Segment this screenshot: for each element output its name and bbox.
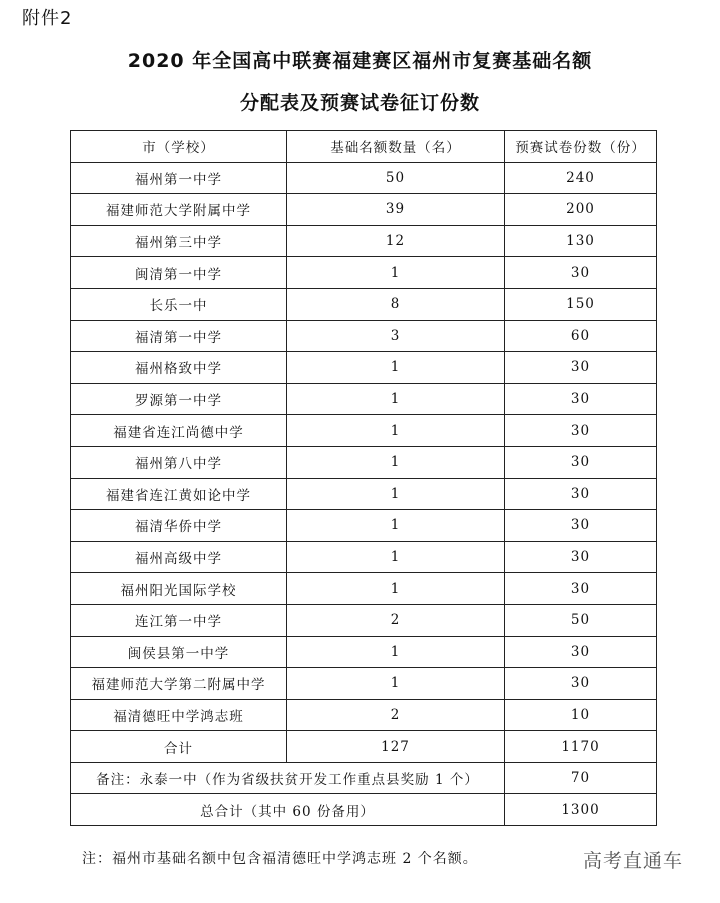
quota-cell: 1: [287, 573, 505, 605]
quota-table: [70, 130, 657, 826]
school-cell: 闽清第一中学: [71, 257, 287, 289]
papers-cell: 30: [505, 636, 657, 668]
papers-cell: 30: [505, 541, 657, 573]
quota-cell: 1: [287, 478, 505, 510]
table-row: [71, 573, 657, 605]
school-cell: 福州第八中学: [71, 446, 287, 478]
table-row: [71, 383, 657, 415]
watermark-brand: 高考直通车: [583, 850, 684, 872]
table-row: [71, 257, 657, 289]
school-cell: 罗源第一中学: [71, 383, 287, 415]
grand-total-row: [71, 794, 657, 826]
table-row: [71, 478, 657, 510]
table-row: [71, 288, 657, 320]
table-row: [71, 320, 657, 352]
school-cell: 福建省连江黄如论中学: [71, 478, 287, 510]
table-row: [71, 541, 657, 573]
table-row: [71, 636, 657, 668]
school-cell: 福州第三中学: [71, 225, 287, 257]
header-quota: 基础名额数量（名）: [287, 131, 505, 163]
quota-cell: 12: [287, 225, 505, 257]
quota-cell: 1: [287, 446, 505, 478]
footnote: 注：福州市基础名额中包含福清德旺中学鸿志班 2 个名额。: [82, 851, 478, 867]
document-title-line-2: 分配表及预赛试卷征订份数: [239, 92, 480, 114]
school-cell: 福清华侨中学: [71, 510, 287, 542]
papers-cell: 60: [505, 320, 657, 352]
papers-cell: 30: [505, 573, 657, 605]
grand-total-papers: 1300: [505, 794, 657, 826]
quota-cell: 1: [287, 257, 505, 289]
attachment-label: 附件2: [22, 8, 73, 29]
papers-cell: 10: [505, 699, 657, 731]
quota-cell: 1: [287, 352, 505, 384]
table-row: [71, 194, 657, 226]
subtotal-papers: 1170: [505, 731, 657, 763]
quota-cell: 2: [287, 604, 505, 636]
table-row: [71, 510, 657, 542]
subtotal-label: 合计: [71, 731, 287, 763]
quota-cell: 50: [287, 162, 505, 194]
grand-total-label: 总合计（其中 60 份备用）: [71, 794, 505, 826]
papers-cell: 30: [505, 352, 657, 384]
papers-cell: 50: [505, 604, 657, 636]
subtotal-quota: 127: [287, 731, 505, 763]
papers-cell: 30: [505, 510, 657, 542]
remark-text: 备注：永泰一中（作为省级扶贫开发工作重点县奖励 1 个）: [71, 762, 505, 794]
document-title-line-1: 2020 年全国高中联赛福建赛区福州市复赛基础名额: [127, 50, 593, 72]
subtotal-row: [71, 731, 657, 763]
quota-cell: 1: [287, 541, 505, 573]
school-cell: 福清第一中学: [71, 320, 287, 352]
school-cell: 福州高级中学: [71, 541, 287, 573]
school-cell: 福建省连江尚德中学: [71, 415, 287, 447]
papers-cell: 30: [505, 668, 657, 700]
quota-cell: 1: [287, 383, 505, 415]
header-papers: 预赛试卷份数（份）: [505, 131, 657, 163]
papers-cell: 30: [505, 478, 657, 510]
table-row: [71, 604, 657, 636]
header-school: 市（学校）: [71, 131, 287, 163]
table-row: [71, 668, 657, 700]
quota-cell: 1: [287, 415, 505, 447]
school-cell: 福清德旺中学鸿志班: [71, 699, 287, 731]
quota-cell: 39: [287, 194, 505, 226]
school-cell: 福建师范大学第二附属中学: [71, 668, 287, 700]
quota-cell: 1: [287, 668, 505, 700]
quota-cell: 1: [287, 510, 505, 542]
school-cell: 福州第一中学: [71, 162, 287, 194]
school-cell: 福州格致中学: [71, 352, 287, 384]
quota-cell: 2: [287, 699, 505, 731]
quota-cell: 1: [287, 636, 505, 668]
quota-cell: 3: [287, 320, 505, 352]
table-row: [71, 699, 657, 731]
remark-papers: 70: [505, 762, 657, 794]
school-cell: 连江第一中学: [71, 604, 287, 636]
table-header-row: [71, 131, 657, 163]
quota-cell: 8: [287, 288, 505, 320]
papers-cell: 240: [505, 162, 657, 194]
table-row: [71, 352, 657, 384]
papers-cell: 30: [505, 257, 657, 289]
table-row: [71, 415, 657, 447]
papers-cell: 130: [505, 225, 657, 257]
table-row: [71, 162, 657, 194]
school-cell: 长乐一中: [71, 288, 287, 320]
school-cell: 福州阳光国际学校: [71, 573, 287, 605]
papers-cell: 30: [505, 383, 657, 415]
school-cell: 福建师范大学附属中学: [71, 194, 287, 226]
papers-cell: 30: [505, 446, 657, 478]
papers-cell: 200: [505, 194, 657, 226]
table-row: [71, 225, 657, 257]
papers-cell: 30: [505, 415, 657, 447]
school-cell: 闽侯县第一中学: [71, 636, 287, 668]
table-row: [71, 446, 657, 478]
papers-cell: 150: [505, 288, 657, 320]
remark-row: [71, 762, 657, 794]
